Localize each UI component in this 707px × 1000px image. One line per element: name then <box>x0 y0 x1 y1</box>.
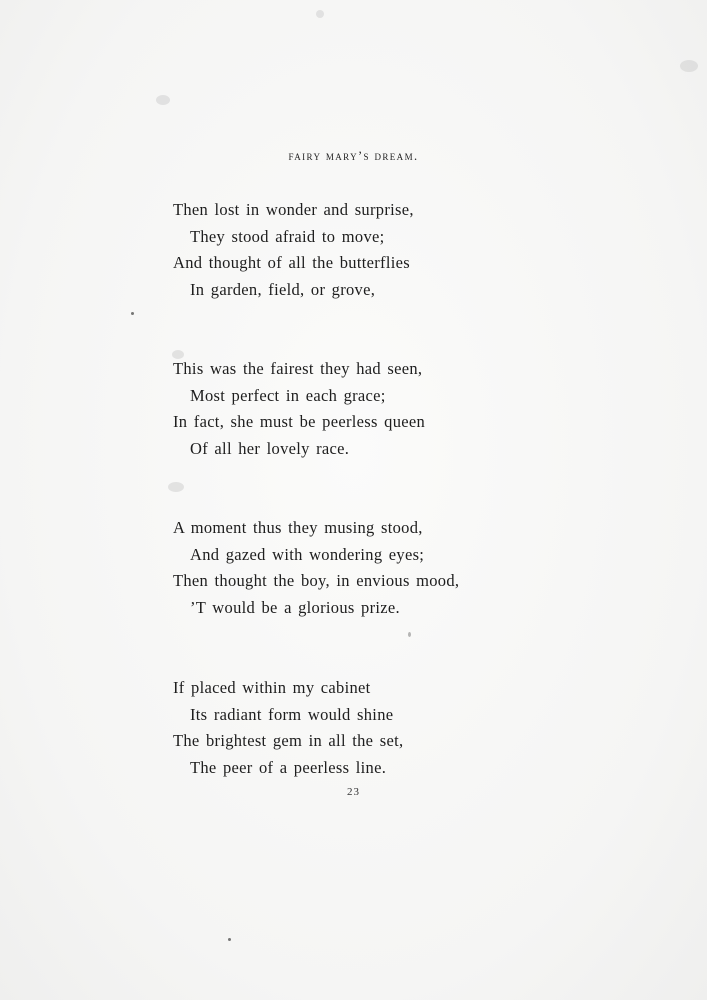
stanza-3 <box>173 515 593 621</box>
verse-line: Of all her lovely race. <box>190 438 350 458</box>
page-smudge <box>168 482 184 492</box>
verse-line: They stood afraid to move; <box>190 226 385 246</box>
verse-line: Its radiant form would shine <box>190 704 394 724</box>
verse-line: Then lost in wonder and surprise, <box>173 200 414 219</box>
verse-line: The brightest gem in all the set, <box>173 731 404 750</box>
verse-line: Then thought the boy, in envious mood, <box>173 571 460 590</box>
page-smudge <box>408 632 411 637</box>
verse-line: If placed within my cabinet <box>173 678 371 697</box>
stanza-1 <box>173 197 593 303</box>
verse-line: And thought of all the butterflies <box>173 253 410 272</box>
page-smudge <box>131 312 134 315</box>
stanza-2 <box>173 356 593 462</box>
running-head: fairy mary’s dream. <box>288 149 419 163</box>
page-smudge <box>316 10 324 18</box>
stanza-4 <box>173 675 593 781</box>
verse-line: The peer of a peerless line. <box>190 757 387 777</box>
page-smudge <box>156 95 170 105</box>
page-number: 23 <box>347 786 360 798</box>
verse-line: This was the fairest they had seen, <box>173 359 423 378</box>
verse-line: ’T would be a glorious prize. <box>190 597 400 617</box>
verse-line: Most perfect in each grace; <box>190 385 386 405</box>
verse-line: A moment thus they musing stood, <box>173 518 423 537</box>
verse-line: In garden, field, or grove, <box>190 279 376 299</box>
page-smudge <box>228 938 231 941</box>
verse-line: And gazed with wondering eyes; <box>190 544 425 564</box>
page-smudge <box>680 60 698 72</box>
verse-line: In fact, she must be peerless queen <box>173 412 426 431</box>
